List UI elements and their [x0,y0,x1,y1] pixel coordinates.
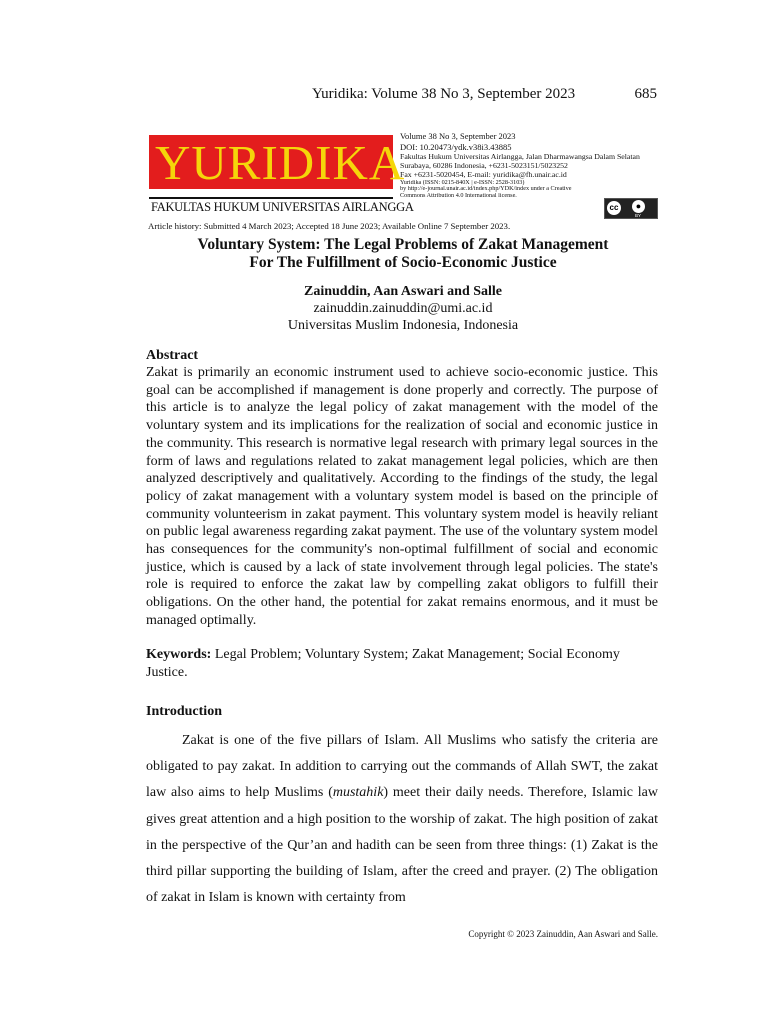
journal-volume: Volume 38 No 3, September 2023 [400,131,516,141]
intro-text-part-1: Zakat is one of the five pillars of Islam. All Muslims who satisfy the criteria are obligated to pay zakat. In addition to carrying out the commands of Allah SWT, the zakat law also aims to help Muslims ( [146,733,658,801]
author-names: Zainuddin, Aan Aswari and Salle [303,284,503,299]
journal-license-url[interactable]: by http://e-journal.unair.ac.id/index.php/YDK/index under a Creative [400,186,572,193]
paper-title [148,236,658,272]
journal-logo [149,135,406,190]
journal-masthead [149,131,657,231]
cc-icon: cc [607,201,621,215]
faculty-name: FAKULTAS HUKUM UNIVERSITAS AIRLANGGA [151,200,414,214]
attribution-person-icon: ● [632,200,645,213]
article-history: Article history: Submitted 4 March 2023; Accepted 18 June 2023; Available Online 7 September 2023. [148,221,511,231]
copyright-notice: Copyright © 2023 Zainuddin, Aan Aswari and Salle. [468,929,658,939]
journal-logo-text: YURIDIKA [155,135,406,190]
introduction-heading: Introduction [146,704,222,719]
intro-italic-term: mustahik [332,785,384,801]
journal-info-block [400,131,658,199]
keywords-label: Keywords: [146,647,212,662]
abstract-body: Zakat is primarily an economic instrument used to achieve socio-economic justice. This goal can be accomplished if management is done properly and correctly. The purpose of this article is to analyze the legal policy of zakat management with the model of the voluntary system and its implications for the realization of social and economic justice in the community. This research is normative legal research with primary legal sources in the form of laws and regulations related to zakat management legal policies, which are then analyzed descriptively and qualitatively. According to the findings of the study, the legal policy of zakat management with a voluntary system model is based on the principle of community volunteerism in zakat payment. This voluntary system model is heavily reliant on public legal awareness regarding zakat payment. The use of the voluntary system model has consequences for the community's non-optimal fulfillment of social and economic justice, which is caused by a lack of state involvement through legal policies. The state's role is required to enforce the zakat law by compelling zakat obligors to fulfill their obligations. On the other hand, the potential for zakat remains enormous, and it must be managed optimally. [146,365,658,628]
author-email[interactable]: zainuddin.zainuddin@umi.ac.id [313,301,493,316]
paper-title-line-2: For The Fulfillment of Socio-Economic Justice [249,254,557,271]
journal-doi[interactable]: DOI: 10.20473/ydk.v38i3.43885 [400,141,512,152]
journal-license-text: Commons Attribution 4.0 International license. [400,192,517,199]
keywords-text: Legal Problem; Voluntary System; Zakat Management; Social Economy Justice. [146,647,620,680]
intro-text-part-2: ) meet their daily needs. Therefore, Islamic law gives great attention and a high position to the worship of zakat. The high position of zakat in the perspective of the Qur’an and hadith can be seen from three things: (1) Zakat is the third pillar supporting the building of Islam, after the creed and prayer. (2) The obligation of zakat in Islam is known with certainty from [146,785,658,906]
abstract-heading: Abstract [146,348,199,363]
journal-issn: Yuridika (ISSN: 0215-840X | e-ISSN: 2528-3103) [400,179,525,186]
journal-running-title: Yuridika: Volume 38 No 3, September 2023 [312,86,576,102]
page-number: 685 [634,86,657,102]
journal-address: Fakultas Hukum Universitas Airlangga, Jalan Dharmawangsa Dalam Selatan [400,152,640,161]
creative-commons-by-icon[interactable] [604,198,658,219]
keywords [146,646,658,681]
by-label: BY [635,213,642,218]
introduction-paragraph [146,728,658,911]
author-affiliation: Universitas Muslim Indonesia, Indonesia [287,318,519,333]
paper-title-line-1: Voluntary System: The Legal Problems of Zakat Management [197,236,609,253]
journal-contact: Fax +6231-5020454, E-mail: yuridika@fh.unair.ac.id [400,170,567,180]
logo-divider [149,197,393,199]
journal-address-city: Surabaya, 60286 Indonesia, +6231-5023151/5023252 [400,161,568,171]
